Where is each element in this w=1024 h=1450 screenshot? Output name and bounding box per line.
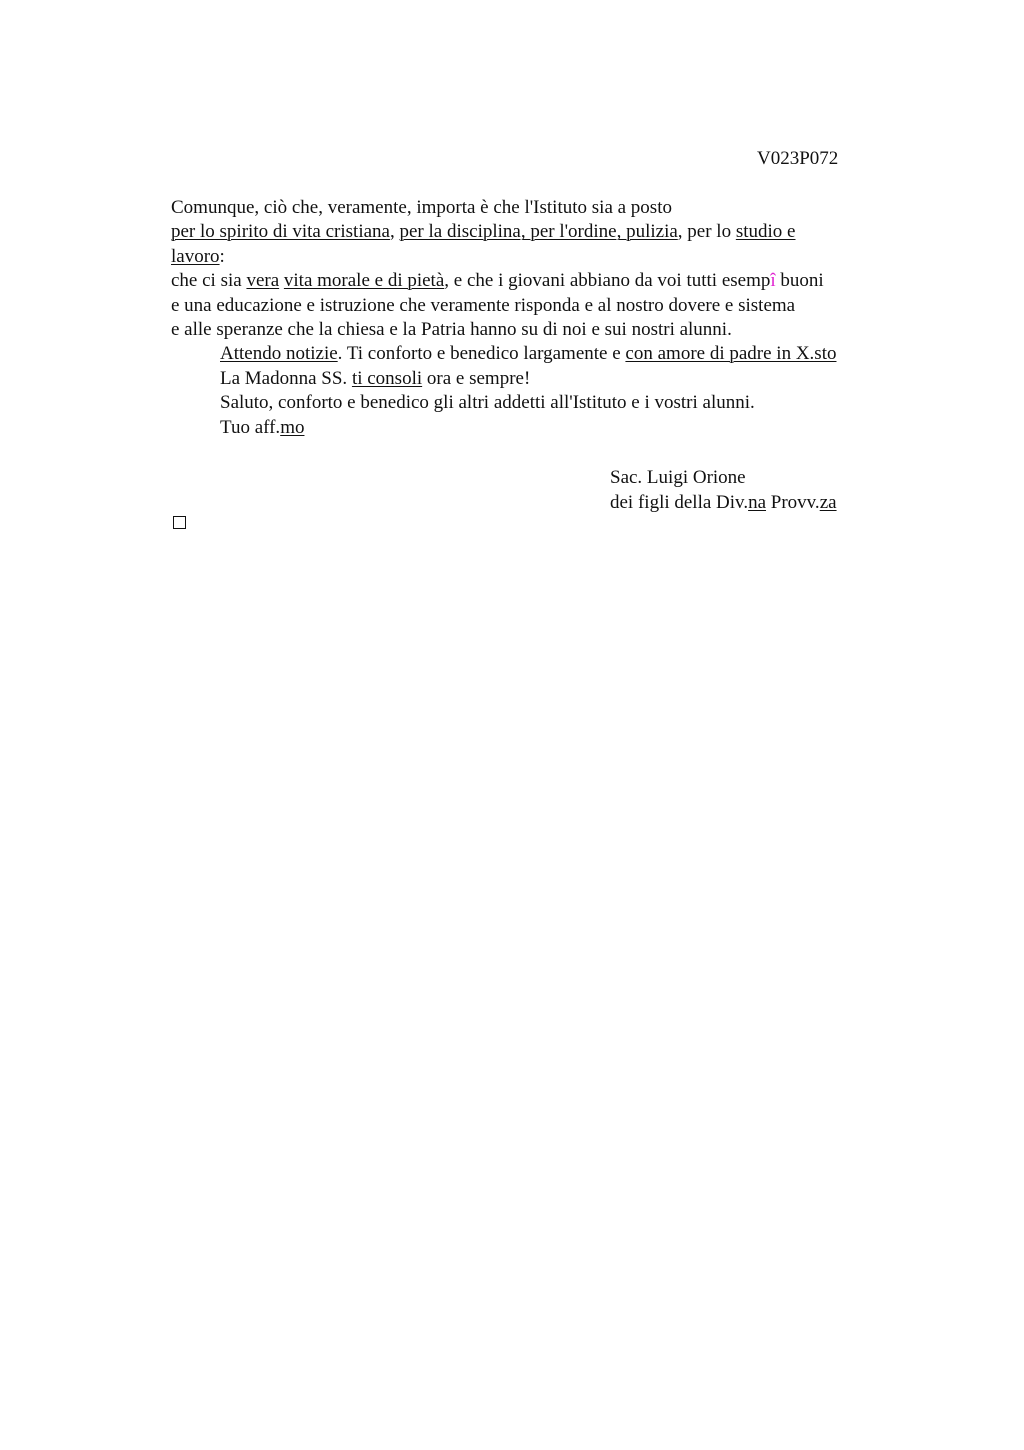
text-segment: , e che i giovani abbiano da voi tutti esemp [444, 270, 771, 292]
body-line-5: e una educazione e istruzione che veramente risponda e al nostro dovere e sistema [171, 294, 796, 316]
underlined-phrase: Attendo notizie [220, 343, 338, 365]
text-segment: : [219, 245, 225, 267]
underlined-phrase: per lo spirito di vita cristiana [171, 221, 390, 243]
underlined-phrase: per la disciplina, per l'ordine, pulizia [399, 221, 678, 243]
text-segment: , [389, 221, 400, 243]
empty-checkbox-glyph [173, 516, 186, 529]
underlined-phrase: mo [280, 416, 305, 438]
text-segment: , per lo [677, 221, 736, 243]
body-line-6: e alle speranze che la chiesa e la Patria hanno su di noi e sui nostri alunni. [171, 318, 732, 340]
underlined-phrase: za [819, 492, 837, 513]
underlined-phrase: con amore di padre in X.sto [625, 343, 837, 365]
body-line-8 [171, 367, 911, 391]
document-code: V023P072 [757, 148, 839, 169]
underlined-phrase: ti consoli [351, 367, 423, 389]
signature-name: Sac. Luigi Orione [610, 467, 746, 488]
body-line-1: Comunque, ciò che, veramente, importa è che l'Istituto sia a posto [171, 197, 672, 218]
text-segment: ora e sempre! [422, 367, 531, 389]
underlined-phrase: lavoro [171, 245, 220, 267]
body-line-10 [171, 416, 911, 440]
signature-block [610, 465, 837, 515]
text-segment: buoni [775, 270, 824, 292]
body-line-3 [171, 245, 911, 269]
highlighted-character: î [770, 270, 776, 292]
underlined-phrase: vera [246, 270, 280, 292]
body-line-2 [171, 220, 911, 244]
text-segment: dei figli della Div. [610, 492, 749, 513]
body-line-4 [171, 269, 911, 293]
text-segment: La Madonna SS. [220, 367, 352, 389]
underlined-phrase: vita morale e di pietà [283, 270, 445, 292]
text-segment: che ci sia [171, 270, 247, 292]
body-line-9: Saluto, conforto e benedico gli altri addetti all'Istituto e i vostri alunni. [220, 392, 755, 414]
text-segment: . Ti conforto e benedico largamente e [337, 343, 626, 365]
text-segment: Provv. [766, 492, 820, 513]
text-segment: Tuo aff. [220, 416, 281, 438]
signature-title [610, 490, 837, 515]
letter-body [171, 196, 911, 440]
underlined-phrase: studio e [735, 221, 796, 243]
underlined-phrase: na [748, 492, 767, 513]
body-line-7 [171, 342, 911, 366]
